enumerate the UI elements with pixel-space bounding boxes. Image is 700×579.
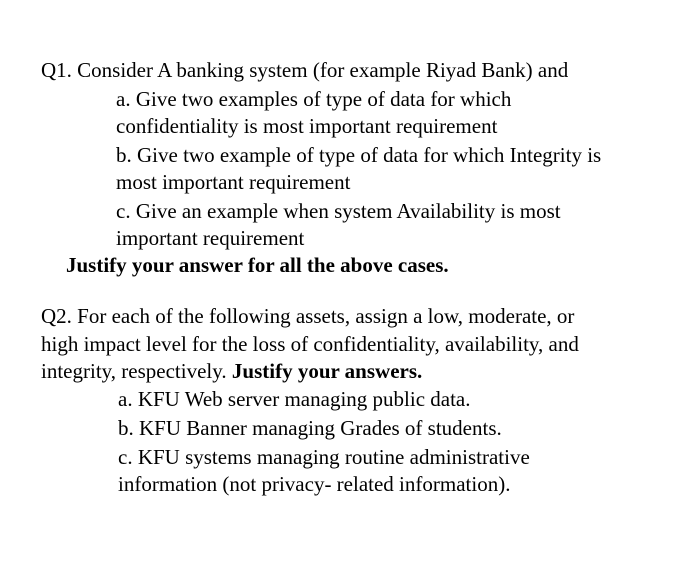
q2-stem-line2: high impact level for the loss of confidentiality, availability, and (41, 332, 579, 356)
q2-item-c-line1: c. KFU systems managing routine administrative (118, 445, 530, 469)
q2-stem-line3 (41, 358, 422, 385)
q1-stem: Q1. Consider A banking system (for example Riyad Bank) and (41, 58, 569, 82)
q1-item-a-line1: a. Give two examples of type of data for which (116, 87, 512, 111)
q2-item-c-line2: information (not privacy- related information). (118, 472, 511, 496)
q2-justify-instruction: Justify your answers. (231, 359, 423, 383)
q1-item-c-line2: important requirement (116, 226, 305, 250)
q1-item-a-line2: confidentiality is most important requirement (116, 114, 498, 138)
q1-item-b-line1: b. Give two example of type of data for which Integrity is (116, 143, 602, 167)
q2-stem-line1: Q2. For each of the following assets, assign a low, moderate, or (41, 304, 575, 328)
q2-stem-line3-text: integrity, respectively. (41, 359, 232, 383)
q1-justify-instruction: Justify your answer for all the above cases. (66, 253, 449, 277)
q1-item-b-line2: most important requirement (116, 170, 351, 194)
q2-item-a: a. KFU Web server managing public data. (118, 387, 471, 411)
q1-item-c-line1: c. Give an example when system Availability is most (116, 199, 561, 223)
q2-item-b: b. KFU Banner managing Grades of students. (118, 416, 502, 440)
